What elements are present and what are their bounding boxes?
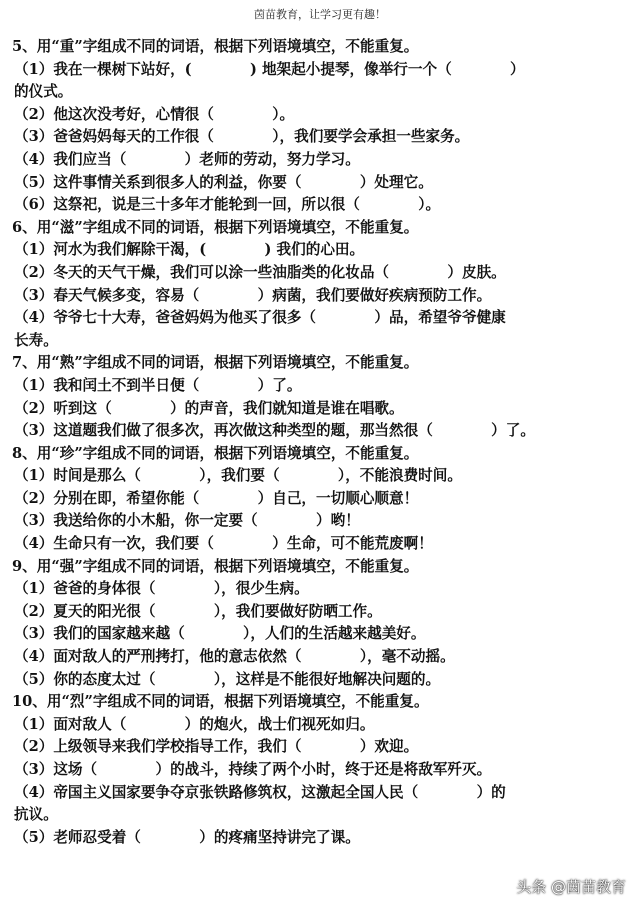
question-item: （5）这件事情关系到很多人的利益，你要（ ）处理它。 — [14, 173, 433, 191]
question-item: （2）听到这（ ）的声音，我们就知道是谁在唱歌。 — [14, 399, 404, 417]
question-item: （2）他这次没考好，心情很（ ）。 — [14, 105, 295, 123]
question-item: 长寿。 — [14, 331, 58, 349]
question-item: （2）冬天的天气干燥，我们可以涂一些油脂类的化妆品（ ）皮肤。 — [14, 263, 506, 281]
question-item: （1）爸爸的身体很（ ），很少生病。 — [14, 580, 309, 598]
question-item: （3）这场（ ）的战斗，持续了两个小时，终于还是将敌军歼灭。 — [14, 761, 492, 778]
question-item: （4）帝国主义国家要争夺京张铁路修筑权，这激起全国人民（ ）的 — [14, 783, 506, 801]
question-item: （3）我送给你的小木船，你一定要（ ）哟！ — [14, 512, 360, 530]
worksheet-content — [12, 36, 632, 849]
question-item: （1）时间是那么（ ），我们要（ ），不能浪费时间。 — [14, 467, 462, 485]
question-item: （3）我们的国家越来越（ ），人们的生活越来越美好。 — [14, 625, 426, 643]
question-item: （4）爷爷七十大寿，爸爸妈妈为他买了很多（ ）品，希望爷爷健康 — [14, 309, 506, 327]
question-item: （5）老师忍受着（ ）的疼痛坚持讲完了课。 — [14, 828, 360, 846]
question-title: 8、用“珍”字组成不同的词语，根据下列语境填空，不能重复。 — [12, 444, 419, 462]
page-header: 茵苗教育，让学习更有趣！ — [254, 8, 386, 21]
question-item: （5）你的态度太过（ ），这样是不能很好地解决问题的。 — [14, 670, 441, 688]
question-item: （4）我们应当（ ）老师的劳动，努力学习。 — [14, 150, 360, 168]
question-item: （3）春天气候多变，容易（ ）病菌，我们要做好疾病预防工作。 — [14, 286, 492, 304]
question-item: （3）这道题我们做了很多次，再次做这种类型的题，那当然很（ ）了。 — [14, 422, 535, 440]
question-item: （2）上级领导来我们学校指导工作，我们（ ）欢迎。 — [14, 738, 419, 756]
question-item: （6）这祭祀，说是三十多年才能轮到一回，所以很（ ）。 — [14, 196, 441, 214]
question-item: （4）面对敌人的严刑拷打，他的意志依然（ ），毫不动摇。 — [14, 648, 455, 666]
question-title: 6、用“滋”字组成不同的词语，根据下列语境填空，不能重复。 — [12, 218, 419, 236]
question-item: （2）夏天的阳光很（ ），我们要做好防晒工作。 — [14, 602, 382, 620]
question-item: （2）分别在即，希望你能（ ）自己，一切顺心顺意！ — [14, 489, 419, 507]
question-item: （1）我在一棵树下站好，( ) 地架起小提琴，像举行一个（ ） — [14, 60, 525, 78]
question-title: 5、用“重”字组成不同的词语，根据下列语境填空，不能重复。 — [12, 38, 419, 55]
question-item: （1）面对敌人（ ）的炮火，战士们视死如归。 — [14, 715, 375, 733]
question-item: （3）爸爸妈妈每天的工作很（ ），我们要学会承担一些家务。 — [14, 128, 470, 146]
question-title: 9、用“强”字组成不同的词语，根据下列语境填空，不能重复。 — [12, 557, 419, 575]
question-title: 7、用“熟”字组成不同的词语，根据下列语境填空，不能重复。 — [12, 354, 419, 372]
question-item: （1）河水为我们解除干渴，( ) 我们的心田。 — [14, 241, 365, 259]
question-title: 10、用“烈”字组成不同的词语，根据下列语境填空，不能重复。 — [12, 693, 429, 711]
question-item: 的仪式。 — [14, 83, 73, 101]
question-item: （1）我和闰土不到半日便（ ）了。 — [14, 376, 302, 394]
question-item: 抗议。 — [14, 806, 58, 824]
question-item: （4）生命只有一次，我们要（ ）生命，可不能荒废啊！ — [14, 535, 433, 553]
watermark: 头条 @茵苗教育 — [516, 878, 626, 896]
